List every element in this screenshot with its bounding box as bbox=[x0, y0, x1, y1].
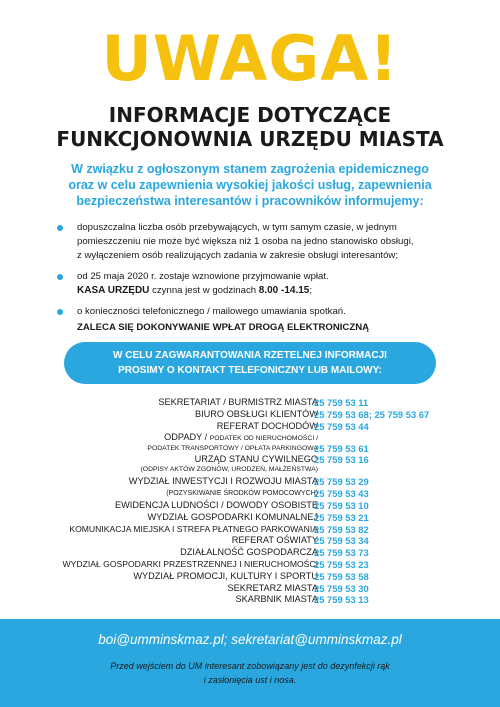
page-title: UWAGA! bbox=[101, 22, 399, 95]
hygiene-notice bbox=[40, 659, 460, 687]
notice-line: i zasłonięcia ust i nosa. bbox=[203, 675, 297, 685]
contact-row bbox=[20, 421, 490, 433]
contact-row bbox=[20, 397, 490, 409]
contact-label: EWIDENCJA LUDNOŚCI / DOWODY OSOBISTE bbox=[114, 499, 318, 510]
contact-row bbox=[20, 432, 490, 454]
contact-label-main: URZĄD STANU CYWILNEGO bbox=[194, 454, 318, 465]
contact-row bbox=[20, 409, 490, 421]
list-item bbox=[56, 305, 476, 319]
page-subtitle bbox=[0, 103, 500, 151]
bullet-dot-icon bbox=[57, 309, 63, 315]
bullet-line bbox=[77, 284, 476, 298]
contact-row bbox=[20, 594, 490, 606]
contact-row bbox=[20, 524, 490, 536]
contact-label: WYDZIAŁ INWESTYCJI I ROZWOJU MIASTA bbox=[128, 476, 318, 487]
contact-phone[interactable]: 25 759 53 43 bbox=[314, 488, 369, 500]
contact-phone[interactable]: 25 759 53 16 bbox=[314, 454, 369, 466]
contact-phone[interactable]: 25 759 53 82 bbox=[314, 523, 369, 535]
contact-phone[interactable]: 25 759 53 44 bbox=[314, 420, 369, 432]
contact-phone[interactable]: 25 759 53 10 bbox=[314, 499, 369, 511]
contact-phone[interactable]: 25 759 53 61 bbox=[314, 443, 369, 455]
subtitle-line: FUNKCJONOWNIA URZĘDU MIASTA bbox=[56, 127, 444, 151]
contact-phone[interactable]: 25 759 53 68; 25 759 53 67 bbox=[314, 408, 430, 420]
cashier-hours: 8.00 -14.15 bbox=[258, 285, 310, 296]
contact-row bbox=[20, 500, 490, 512]
contact-emails[interactable]: boi@umminskmaz.pl; sekretariat@umminskmaz.pl bbox=[98, 632, 402, 647]
bullet-line: pomieszczeniu nie może być większa niż 1 osoba na jedno stanowisko obsługi, bbox=[77, 236, 414, 247]
bullet-line: dopuszczalna liczba osób przebywających, w tym samym czasie, w jednym bbox=[77, 222, 397, 233]
intro-line: bezpieczeństwa interesantów i pracowników informujemy: bbox=[76, 194, 424, 208]
contact-phone[interactable]: 25 759 53 11 bbox=[314, 397, 369, 408]
list-item bbox=[56, 221, 476, 263]
contact-label: REFERAT DOCHODÓW bbox=[216, 420, 318, 431]
contact-row bbox=[20, 547, 490, 559]
info-bullet-list bbox=[56, 221, 476, 326]
contact-label: WYDZIAŁ GOSPODARKI PRZESTRZENNEJ I NIERUCHOMOŚCI bbox=[62, 558, 318, 569]
contact-phone[interactable]: 25 759 53 21 bbox=[314, 511, 369, 523]
banner-line: PROSIMY O KONTAKT TELEFONICZNY LUB MAILOWY: bbox=[118, 365, 382, 376]
contact-row bbox=[20, 535, 490, 547]
footer-bar bbox=[0, 619, 500, 707]
intro-line: oraz w celu zapewnienia wysokiej jakości usług, zapewnienia bbox=[68, 178, 432, 192]
contact-label: SKARBNIK MIASTA bbox=[235, 594, 318, 605]
contact-row bbox=[20, 488, 490, 500]
contact-label: WYDZIAŁ PROMOCJI, KULTURY I SPORTU bbox=[133, 570, 318, 581]
contact-label: (POZYSKIWANIE ŚRODKÓW POMOCOWYCH) bbox=[166, 490, 318, 498]
contact-phone[interactable]: 25 759 53 73 bbox=[314, 547, 369, 559]
contact-phone[interactable]: 25 759 53 58 bbox=[314, 570, 369, 582]
contact-label bbox=[147, 432, 318, 454]
contact-label bbox=[141, 454, 318, 475]
bullet-line: z wyłączeniem osób realizujących zadania w zakresie obsługi interesantów; bbox=[77, 250, 399, 261]
contact-phone[interactable]: 25 759 53 34 bbox=[314, 535, 369, 547]
cashier-text: czynna jest w godzinach bbox=[149, 285, 259, 296]
contact-phone[interactable]: 25 759 53 30 bbox=[314, 582, 369, 594]
bullet-dot-icon bbox=[57, 225, 63, 231]
contact-row bbox=[20, 583, 490, 595]
contact-label: SEKRETARIAT / BURMISTRZ MIASTA bbox=[158, 397, 318, 407]
contact-phone[interactable]: 25 759 53 13 bbox=[314, 594, 369, 606]
contact-label-sub: (ODPISY AKTÓW ZGONÓW, URODZEŃ, MAŁŻEŃSTWA) bbox=[140, 466, 318, 474]
bullet-line: od 25 maja 2020 r. zostaje wznowione przyjmowanie wpłat. bbox=[77, 271, 329, 282]
banner-line: W CELU ZAGWARANTOWANIA RZETELNEJ INFORMACJI bbox=[113, 350, 387, 361]
contact-label: BIURO OBSŁUGI KLIENTÓW bbox=[194, 408, 318, 419]
cashier-end: ; bbox=[309, 285, 313, 296]
contact-label-sub: PODATEK TRANSPORTOWY / OPŁATA PARKINGOWA bbox=[147, 445, 318, 453]
contact-row bbox=[20, 454, 490, 476]
subtitle-line: INFORMACJE DOTYCZĄCE bbox=[108, 103, 392, 127]
intro-text bbox=[30, 161, 470, 209]
contact-label: REFERAT OŚWIATY bbox=[231, 535, 318, 546]
contact-label: SEKRETARZ MIASTA bbox=[227, 582, 318, 593]
contact-label-main: ODPADY / bbox=[164, 432, 210, 443]
cashier-label: KASA URZĘDU bbox=[77, 285, 150, 296]
contact-label: DZIAŁALNOŚĆ GOSPODARCZA bbox=[180, 547, 318, 558]
contact-label: WYDZIAŁ GOSPODARKI KOMUNALNEJ bbox=[147, 511, 318, 522]
contact-phone[interactable]: 25 759 53 23 bbox=[314, 558, 369, 570]
intro-line: W związku z ogłoszonym stanem zagrożenia epidemicznego bbox=[71, 162, 429, 176]
contact-list bbox=[20, 397, 490, 606]
contact-row bbox=[20, 571, 490, 583]
contact-row bbox=[20, 476, 490, 488]
notice-line: Przed wejściem do UM interesant zobowiązany jest do dezynfekcji rąk bbox=[110, 661, 390, 671]
bullet-line: o konieczności telefonicznego / mailowego umawiania spotkań. bbox=[77, 306, 346, 317]
contact-label: KOMUNIKACJA MIEJSKA I STREFA PŁATNEGO PARKOWANIA bbox=[69, 523, 318, 534]
contact-row bbox=[20, 512, 490, 524]
contact-row bbox=[20, 559, 490, 571]
contact-phone[interactable]: 25 759 53 29 bbox=[314, 476, 369, 488]
list-item bbox=[56, 270, 476, 298]
payment-appeal: ZALECA SIĘ DOKONYWANIE WPŁAT DROGĄ ELEKTRONICZNĄ bbox=[77, 322, 370, 333]
contact-label-small: PODATEK OD NIERUCHOMOŚCI / bbox=[209, 435, 318, 443]
bullet-dot-icon bbox=[57, 274, 63, 280]
contact-banner bbox=[64, 342, 436, 384]
